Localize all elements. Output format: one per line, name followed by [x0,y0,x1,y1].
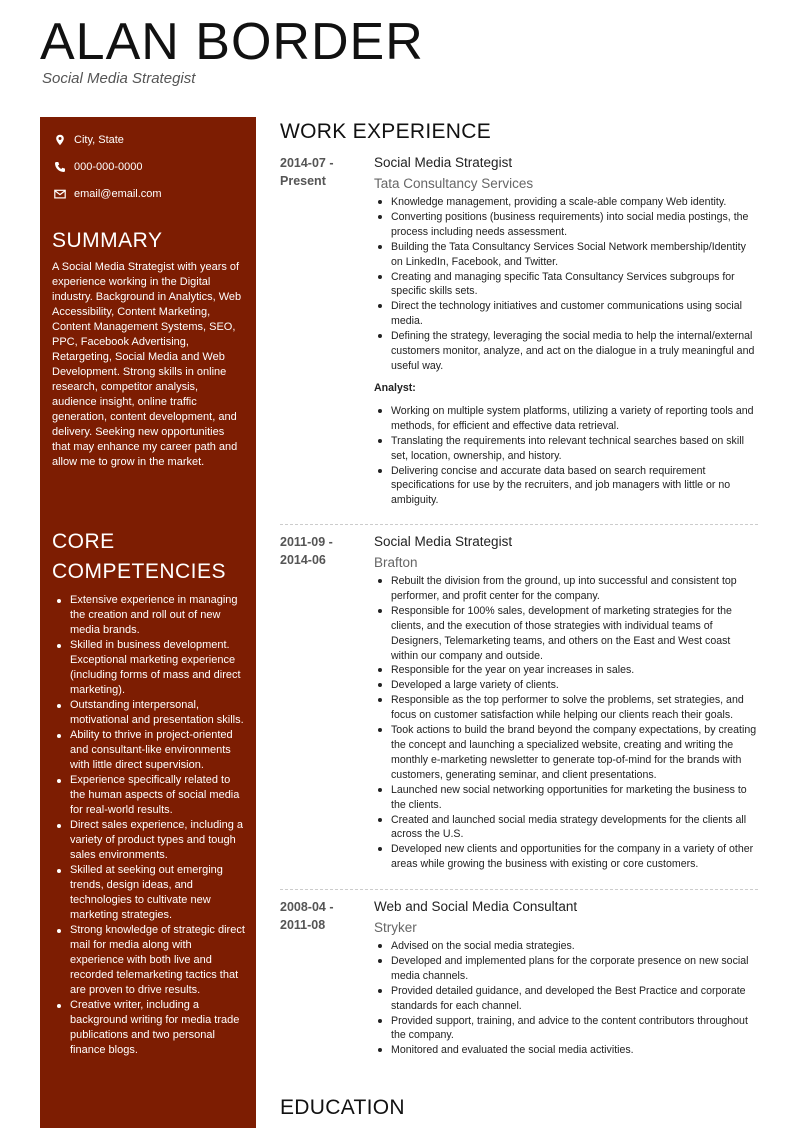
job-title: Web and Social Media Consultant [374,899,578,914]
list-item: Outstanding interpersonal, motivational and presentation skills. [52,698,248,728]
list-item: Rebuilt the division from the ground, up into successful and consistent top performer, and profit center for the company. [374,574,760,604]
date-end: 2011-08 [280,918,326,932]
list-item: Skilled at seeking out emerging trends, design ideas, and technologies to cultivate new marketing strategies. [52,863,248,923]
job-content [374,533,760,872]
job-company: Stryker [374,920,417,935]
list-item: Launched new social networking opportunities for marketing the business to the clients. [374,783,760,813]
list-item: Developed new clients and opportunities for the company in a variety of other areas while growing the business with existing or core customers. [374,842,760,872]
location-text: City, State [74,134,124,146]
list-item: Ability to thrive in project-oriented and consultant-like environments with little direct supervision. [52,728,248,773]
contact-location [54,134,124,146]
competencies-heading-line2: COMPETENCIES [52,560,227,583]
sidebar [40,117,256,1128]
job-company: Tata Consultancy Services [374,176,534,191]
list-item: Developed and implemented plans for the corporate presence on new social media channels. [374,954,760,984]
contact-phone [54,161,143,173]
date-start: 2008-04 - [280,900,334,914]
job-dates [280,154,360,190]
list-item: Extensive experience in managing the creation and roll out of new media brands. [52,593,248,638]
list-item: Took actions to build the brand beyond the company expectations, by creating the concept and launching a specialized website, creating and writing the monthly e-marketing newsletter to generate top-of-mind for the brands with customers, generating seminar, and client presentations. [374,723,760,783]
list-item: Monitored and evaluated the social media activities. [374,1043,760,1058]
list-item: Developed a large variety of clients. [374,678,760,693]
summary-heading: SUMMARY [52,229,163,252]
candidate-title: Social Media Strategist [42,70,196,87]
date-end: 2014-06 [280,553,326,567]
list-item: Direct sales experience, including a variety of product types and tough sales environments. [52,818,248,863]
divider [280,524,758,525]
date-start: 2011-09 - [280,535,333,549]
list-item: Responsible for 100% sales, development of marketing strategies for the clients, and the execution of those strategies with individual teams of Designers, Telemarketing teams, and others on the East and West coast within our company and outside. [374,604,760,664]
phone-text: 000-000-0000 [74,161,143,173]
list-item: Experience specifically related to the human aspects of social media for real-world results. [52,773,248,818]
list-item: Responsible as the top performer to solve the problems, set strategies, and focus on customer satisfaction while helping our clients reach their goals. [374,693,760,723]
list-item: Responsible for the year on year increases in sales. [374,663,760,678]
job-title: Social Media Strategist [374,534,513,549]
job-title: Social Media Strategist [374,155,513,170]
list-item: Working on multiple system platforms, utilizing a variety of reporting tools and methods, for efficient and effective data retrieval. [374,404,760,434]
list-item: Translating the requirements into relevant technical searches based on skill set, location, ownership, and history. [374,434,760,464]
list-item: Skilled in business development. Exceptional marketing experience (including forms of mass and direct marketing). [52,638,248,698]
list-item: Provided detailed guidance, and developed the Best Practice and corporate standards for each channel. [374,984,760,1014]
list-item: Direct the technology initiatives and customer communications using social media. [374,299,760,329]
job-dates [280,533,360,569]
divider [280,889,758,890]
location-pin-icon [54,134,66,146]
job-bullets [374,939,760,1058]
list-item: Converting positions (business requirements) into social media postings, the process including needs assessment. [374,210,760,240]
envelope-icon [54,188,66,200]
phone-icon [54,161,66,173]
email-text: email@email.com [74,188,162,200]
job-company: Brafton [374,555,418,570]
job-subheading: Analyst: [374,381,416,394]
work-experience-heading: WORK EXPERIENCE [280,120,492,143]
job-bullets-secondary [374,404,760,508]
list-item: Knowledge management, providing a scale-able company Web identity. [374,195,760,210]
job-bullets [374,574,760,872]
job-content [374,154,760,508]
list-item: Creative writer, including a background writing for media trade publications and two personal finance blogs. [52,998,248,1058]
job-content [374,898,760,1058]
list-item: Defining the strategy, leveraging the social media to help the internal/external customers monitor, analyze, and act on the dialogue in a truly meaningful and useful way. [374,329,760,374]
job-dates [280,898,360,934]
candidate-name: ALAN BORDER [40,13,424,71]
list-item: Provided support, training, and advice to the content contributors throughout the company. [374,1014,760,1044]
list-item: Delivering concise and accurate data based on search requirement specifications for use by the recruiters, and job managers with little or no ambiguity. [374,464,760,509]
list-item: Advised on the social media strategies. [374,939,760,954]
competencies-list [52,593,248,1058]
summary-text: A Social Media Strategist with years of experience working in the Digital industry. Background in Analytics, Web Accessibility, Content Marketing, Content Management Systems, SEO, PPC, Facebook Advertising, Retargeting, Social Media and Web Development. Strong skills in online research, competitor analysis, audience insight, online traffic generation, content development, and delivery. Seeking new opportunities that may enhance my career path and allow me to grow in the market. [52,261,242,468]
job-bullets [374,195,760,374]
contact-email [54,188,162,200]
date-start: 2014-07 - [280,156,334,170]
date-end: Present [280,174,326,188]
list-item: Strong knowledge of strategic direct mail for media along with experience with both live and recorded telemarketing tactics that are proven to drive results. [52,923,248,998]
list-item: Building the Tata Consultancy Services Social Network membership/Identity on LinkedIn, Facebook, and Twitter. [374,240,760,270]
competencies-heading-line1: CORE [52,530,115,553]
list-item: Created and launched social media strategy developments for the clients all across the U.S. [374,813,760,843]
list-item: Creating and managing specific Tata Consultancy Services subgroups for specific skills sets. [374,270,760,300]
education-heading: EDUCATION [280,1096,405,1119]
